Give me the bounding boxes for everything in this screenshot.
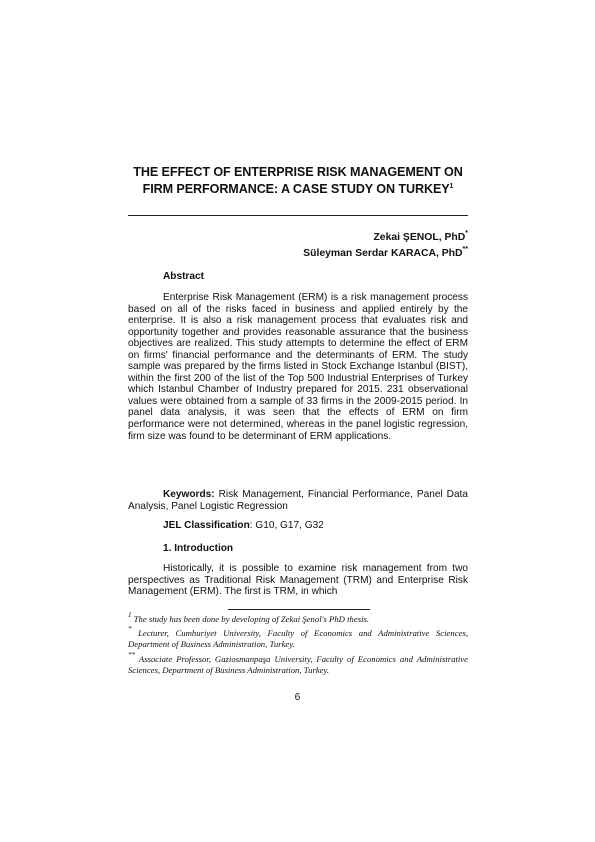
jel-label: JEL Classification (163, 520, 250, 531)
keywords-text: Risk Management, Financial Performance, Panel Data Analysis, Panel Logistic Regression (128, 489, 468, 512)
keywords-label: Keywords: (163, 489, 215, 500)
author-2 (303, 248, 468, 259)
jel-codes: : G10, G17, G32 (249, 520, 324, 531)
footnote-2 (128, 625, 469, 650)
footnote-1-text: The study has been done by developing of Zekai Şenol's PhD thesis. (133, 614, 370, 624)
title-footnote-mark: 1 (449, 182, 454, 190)
introduction-text: Historically, it is possible to examine risk management from two perspectives as Traditional Risk Management (TRM) and Enterprise Risk Management (ERM). The first is TRM, in which (128, 563, 468, 598)
abstract-text: Enterprise Risk Management (ERM) is a risk management process based on all of the risks faced in business and applied entirely by the enterprise. It is also a risk management process that evaluates risk and opportunity together and provides reasonable assurance that the business objectives are realized. This study attempts to determine the effect of ERM on firms' financial performance and the determinants of ERM. The study sample was prepared by the firms listed in Stock Exchange Istanbul (BIST), within the first 200 of the list of the Top 500 Industrial Enterprises of Turkey which Istanbul Chamber of Industry prepared for 2015. 231 observational values were obtained from a sample of 33 firms in the 2009-2015 period. In panel data analysis, it was seen that the effects of ERM on firm performance were not determined, whereas in the panel logistic regression, firm size was found to be determinant of ERM applications. (128, 292, 468, 442)
jel-classification (163, 520, 468, 532)
author-2-mark: ** (462, 246, 468, 253)
author-1 (373, 232, 468, 243)
author-1-mark: * (465, 230, 468, 237)
footnote-2-mark: * (128, 625, 132, 633)
footnote-1 (128, 611, 468, 625)
footnote-1-mark: 1 (128, 611, 132, 619)
author-1-name: Zekai ŞENOL, PhD (373, 232, 466, 243)
footnote-3-mark: ** (128, 651, 135, 659)
footnote-divider (228, 609, 370, 610)
abstract-heading: Abstract (163, 271, 204, 282)
introduction-heading: 1. Introduction (163, 543, 234, 554)
author-2-name: Süleyman Serdar KARACA, PhD (303, 248, 463, 259)
title-divider (128, 215, 468, 216)
page-number: 6 (294, 692, 301, 703)
footnote-3 (128, 651, 469, 676)
keywords (128, 489, 468, 512)
footnote-2-text: Lecturer, Cumhuriyet University, Faculty of Economics and Administrative Sciences, Department of Business Administration, Turkey. (128, 628, 469, 650)
footnote-3-text: Associate Professor, Gaziosmanpaşa University, Faculty of Economics and Administrative Sciences, Department of Business Administration, Turkey. (128, 654, 469, 676)
title-text: THE EFFECT OF ENTERPRISE RISK MANAGEMENT ON FIRM PERFORMANCE: A CASE STUDY ON TURKEY (133, 165, 463, 196)
paper-title (128, 164, 468, 197)
